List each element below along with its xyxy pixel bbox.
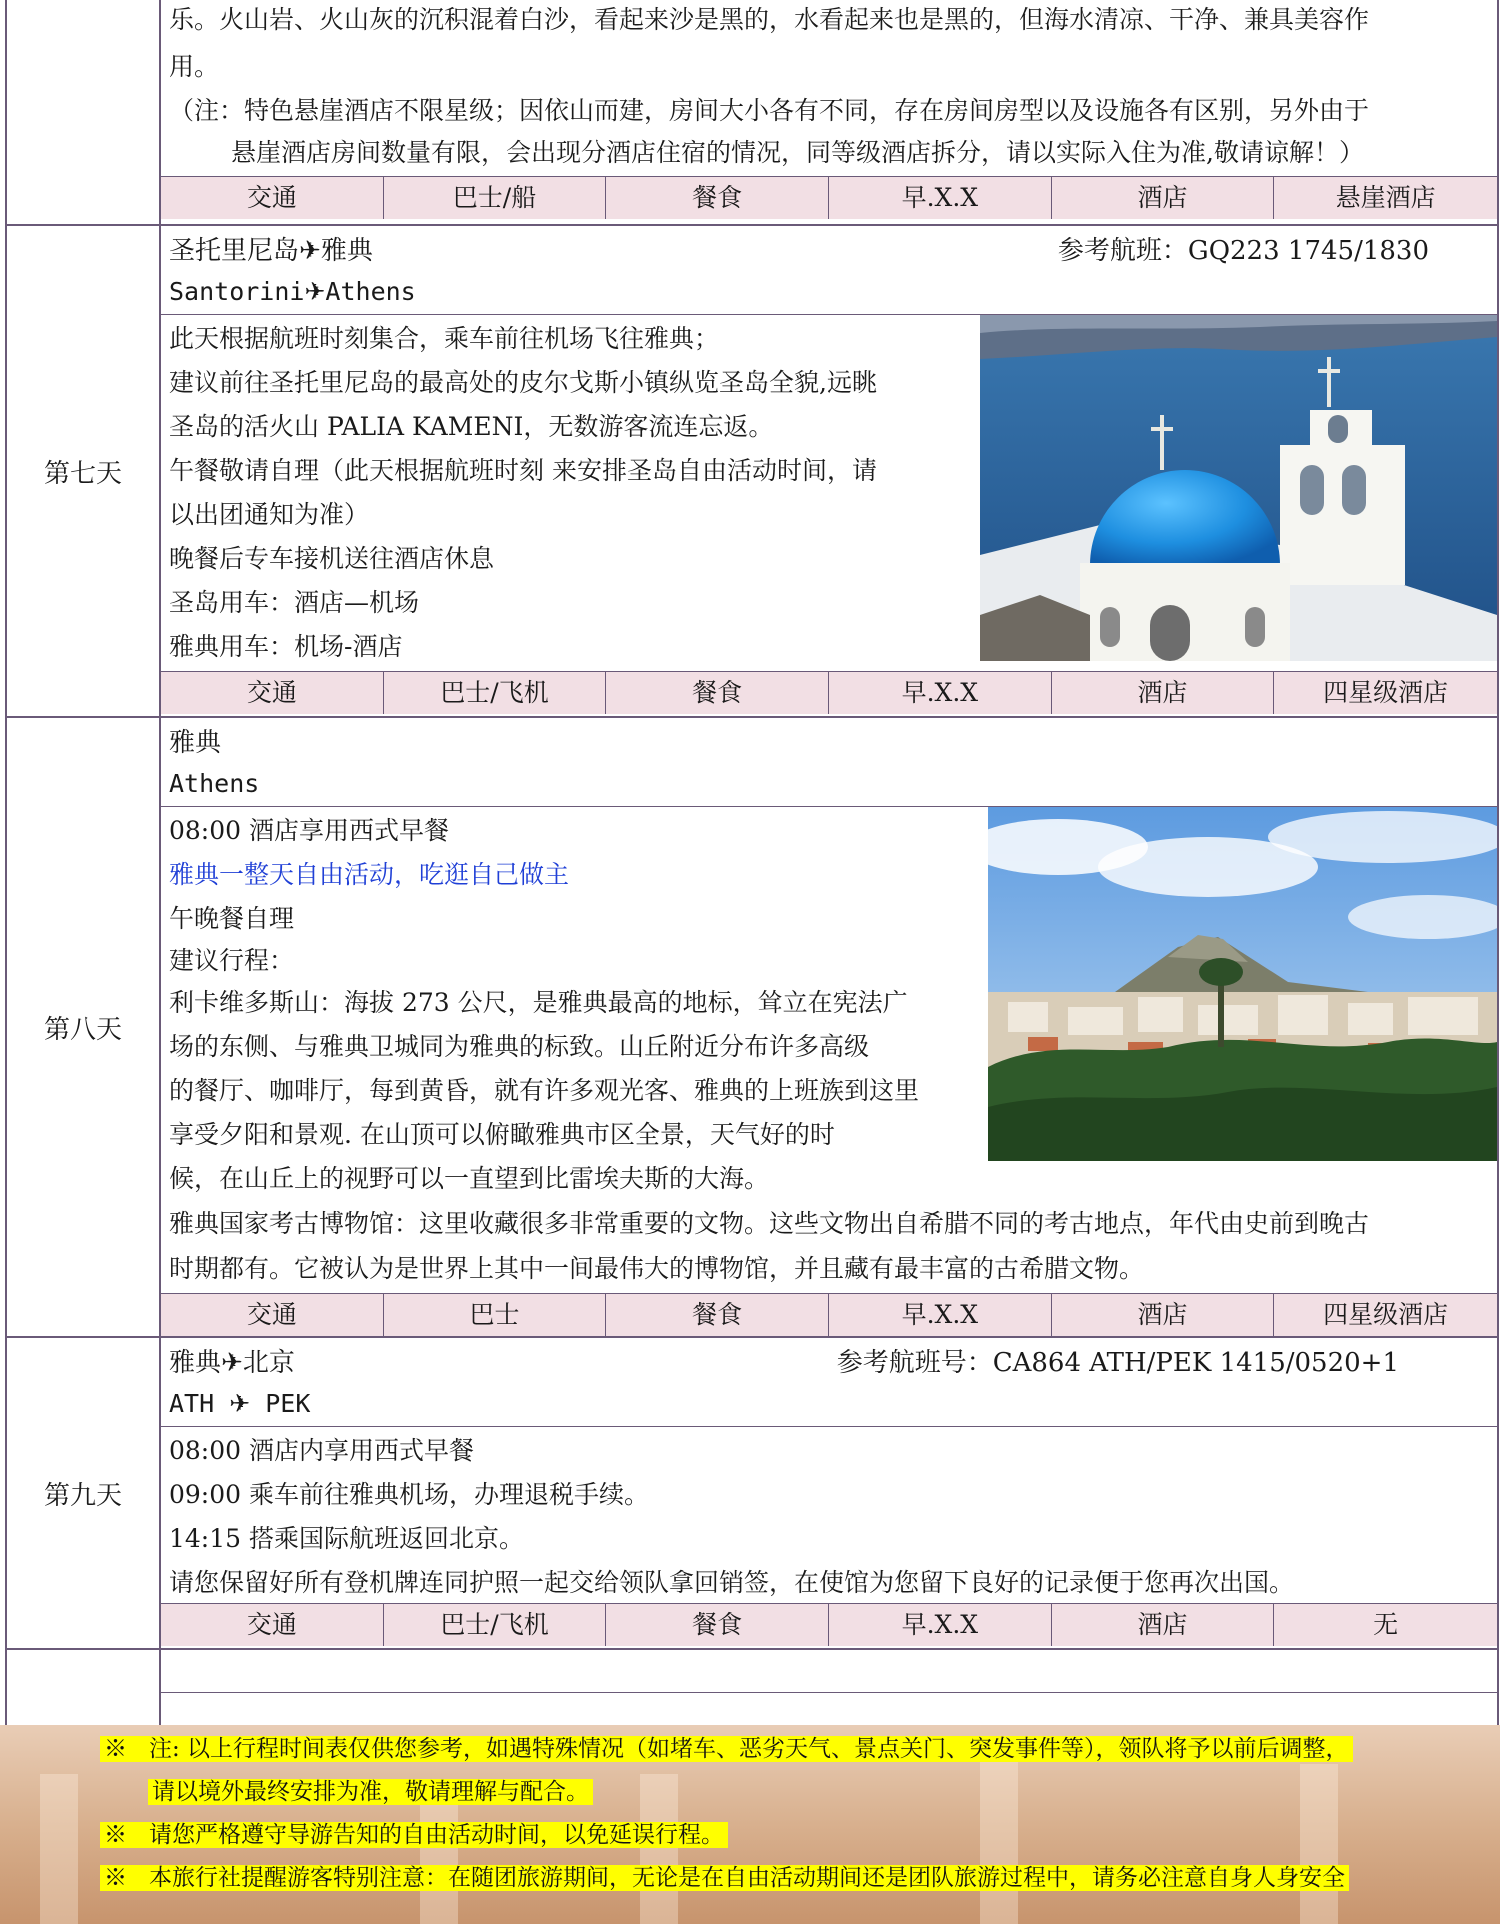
athens-photo <box>988 807 1497 1161</box>
route-title <box>161 226 1497 270</box>
meals-value: 早.X.X <box>829 672 1052 714</box>
to-code: PEK <box>250 1389 311 1418</box>
text-line: 利卡维多斯山：海拔 273 公尺，是雅典最高的地标，耸立在宪法广 <box>169 988 908 1017</box>
text-line: 08:00 酒店内享用西式早餐 <box>169 1436 474 1465</box>
hotel-label: 酒店 <box>1052 1604 1275 1646</box>
reference-mark-icon: ※ <box>104 1736 127 1762</box>
text-line: 以出团通知为准） <box>169 500 370 529</box>
note-2 <box>100 1817 728 1853</box>
transport-label: 交通 <box>161 672 384 714</box>
meals-value: 早.X.X <box>829 1604 1052 1646</box>
meals-label: 餐食 <box>606 1294 829 1336</box>
note-text: 注: 以上行程时间表仅供您参考，如遇特殊情况（如堵车、恶劣天气、景点关门、突发事件等），领队将予以前后调整， <box>148 1736 1349 1762</box>
hotel-value: 四星级酒店 <box>1323 1300 1449 1329</box>
day-label: 第八天 <box>7 717 160 1337</box>
text-line: 建议行程： <box>169 946 295 975</box>
transport-label: 交通 <box>161 1294 384 1336</box>
from-city-en: Santorini <box>169 277 305 306</box>
note-text: 请以境外最终安排为准，敬请理解与配合。 <box>148 1779 593 1805</box>
text-line: 时期都有。它被认为是世界上其中一间最伟大的博物馆，并且藏有最丰富的古希腊文物。 <box>169 1254 1145 1283</box>
city-title: 雅典 <box>169 727 222 758</box>
transport-value: 巴士/飞机 <box>384 672 607 714</box>
meals-label: 餐食 <box>606 672 829 714</box>
hotel-label: 酒店 <box>1052 177 1275 219</box>
airplane-icon: ✈ <box>229 1389 251 1418</box>
hotel-value: 四星级酒店 <box>1323 678 1449 707</box>
route-subtitle <box>161 1382 1497 1427</box>
day8-row <box>7 717 1497 1337</box>
info-row <box>161 1293 1497 1336</box>
itinerary-table <box>7 0 1497 1733</box>
flight-info: 参考航班号：CA864 ATH/PEK 1415/0520+1 <box>836 1347 1399 1378</box>
transport-label: 交通 <box>161 1604 384 1646</box>
hotel-value: 悬崖酒店 <box>1335 183 1436 212</box>
empty-line <box>161 1650 1497 1693</box>
text-line: 08:00 酒店享用西式早餐 <box>169 816 449 845</box>
day-cell-empty <box>7 1649 160 1733</box>
note-1 <box>100 1731 1353 1767</box>
meals-value: 早.X.X <box>829 177 1052 219</box>
info-row <box>161 671 1497 714</box>
transport-value: 巴士 <box>384 1294 607 1336</box>
day-content <box>161 1427 1497 1603</box>
note-text: 请您严格遵守导游告知的自由活动时间，以免延误行程。 <box>148 1822 724 1848</box>
route-subtitle <box>161 270 1497 315</box>
to-city-en: Athens <box>325 277 416 306</box>
note-text: 本旅行社提醒游客特别注意：在随团旅游期间，无论是在自由活动期间还是团队旅游过程中，请务必注意自身人身安全 <box>148 1865 1345 1891</box>
city-subtitle: Athens <box>161 762 1497 807</box>
text-line: 14:15 搭乘国际航班返回北京。 <box>169 1524 524 1553</box>
text-line: 的餐厅、咖啡厅，每到黄昏，就有许多观光客、雅典的上班族到这里 <box>169 1076 920 1105</box>
note-3 <box>100 1860 1349 1896</box>
day-cell-empty <box>7 0 160 225</box>
day9-row <box>7 1337 1497 1649</box>
text-line: 午晚餐自理 <box>169 904 295 933</box>
notes-section <box>0 1725 1500 1924</box>
text-line: 用。 <box>169 52 220 81</box>
meals-value: 早.X.X <box>829 1294 1052 1336</box>
text-line: 场的东侧、与雅典卫城同为雅典的标致。山丘附近分布许多高级 <box>169 1032 870 1061</box>
transport-value: 巴士/船 <box>384 177 607 219</box>
day-content <box>161 807 1497 1293</box>
reference-mark-icon: ※ <box>104 1822 127 1848</box>
day-label: 第九天 <box>7 1337 160 1649</box>
to-city: 雅典 <box>320 235 373 266</box>
santorini-blue-dome-image <box>980 315 1497 661</box>
route-title <box>161 718 1497 762</box>
flight-info: 参考航班：GQ223 1745/1830 <box>1057 235 1429 266</box>
column-decoration <box>420 1794 458 1924</box>
hotel-note: 悬崖酒店房间数量有限，会出现分酒店住宿的情况，同等级酒店拆分，请以实际入住为准,敬请谅解！） <box>231 138 1364 167</box>
column-decoration <box>40 1774 78 1924</box>
day6-continuation-row <box>7 0 1497 225</box>
empty-row <box>7 1649 1497 1733</box>
day-label: 第七天 <box>7 225 160 717</box>
reference-mark-icon: ※ <box>104 1865 127 1891</box>
transport-label: 交通 <box>161 177 384 219</box>
santorini-photo <box>980 315 1497 661</box>
free-activity-highlight: 雅典一整天自由活动，吃逛自己做主 <box>169 860 570 889</box>
text-line: 09:00 乘车前往雅典机场，办理退税手续。 <box>169 1480 649 1509</box>
from-city: 雅典 <box>169 1347 222 1378</box>
text-line: 雅典国家考古博物馆：这里收藏很多非常重要的文物。这些文物出自希腊不同的考古地点，年代由史前到晚古 <box>169 1209 1370 1238</box>
text-line: 圣岛用车：酒店—机场 <box>169 588 420 617</box>
airplane-icon: ✈ <box>221 1347 243 1378</box>
info-row <box>161 1603 1497 1646</box>
day7-row <box>7 225 1497 717</box>
note-1-cont <box>148 1774 593 1810</box>
hotel-label: 酒店 <box>1052 672 1275 714</box>
from-code: ATH <box>169 1389 230 1418</box>
column-decoration <box>1300 1764 1338 1924</box>
hotel-label: 酒店 <box>1052 1294 1275 1336</box>
athens-lycabettus-image <box>988 807 1497 1161</box>
hotel-value: 无 <box>1373 1610 1399 1639</box>
text-line: 享受夕阳和景观. 在山顶可以俯瞰雅典市区全景，天气好的时 <box>169 1120 835 1149</box>
column-decoration <box>980 1754 1018 1924</box>
route-title <box>161 1338 1497 1382</box>
day-content <box>161 315 1497 671</box>
text-line: 此天根据航班时刻集合，乘车前往机场飞往雅典； <box>169 324 720 353</box>
text-line: 建议前往圣托里尼岛的最高处的皮尔戈斯小镇纵览圣岛全貌,远眺 <box>169 368 877 397</box>
text-line: 午餐敬请自理（此天根据航班时刻 来安排圣岛自由活动时间，请 <box>169 456 877 485</box>
meals-label: 餐食 <box>606 1604 829 1646</box>
text-line: 候，在山丘上的视野可以一直望到比雷埃夫斯的大海。 <box>169 1164 770 1193</box>
text-line: 圣岛的活火山 PALIA KAMENI，无数游客流连忘返。 <box>169 412 774 441</box>
text-line: 请您保留好所有登机牌连同护照一起交给领队拿回销签，在使馆为您留下良好的记录便于您再次出国。 <box>169 1568 1295 1597</box>
airplane-icon: ✈ <box>299 235 321 266</box>
meals-label: 餐食 <box>606 177 829 219</box>
text-line: 晚餐后专车接机送往酒店休息 <box>169 544 495 573</box>
airplane-icon: ✈ <box>304 277 326 306</box>
to-city: 北京 <box>242 1347 295 1378</box>
from-city: 圣托里尼岛 <box>169 235 300 266</box>
itinerary-sheet <box>5 0 1499 1735</box>
info-row <box>161 176 1497 219</box>
text-line: 雅典用车：机场-酒店 <box>169 632 403 661</box>
hotel-note: （注：特色悬崖酒店不限星级；因依山而建，房间大小各有不同，存在房间房型以及设施各有区别，另外由于 <box>169 96 1370 125</box>
text-line: 乐。火山岩、火山灰的沉积混着白沙，看起来沙是黑的，水看起来也是黑的，但海水清凉、干净、兼具美容作 <box>169 5 1370 34</box>
transport-value: 巴士/飞机 <box>384 1604 607 1646</box>
